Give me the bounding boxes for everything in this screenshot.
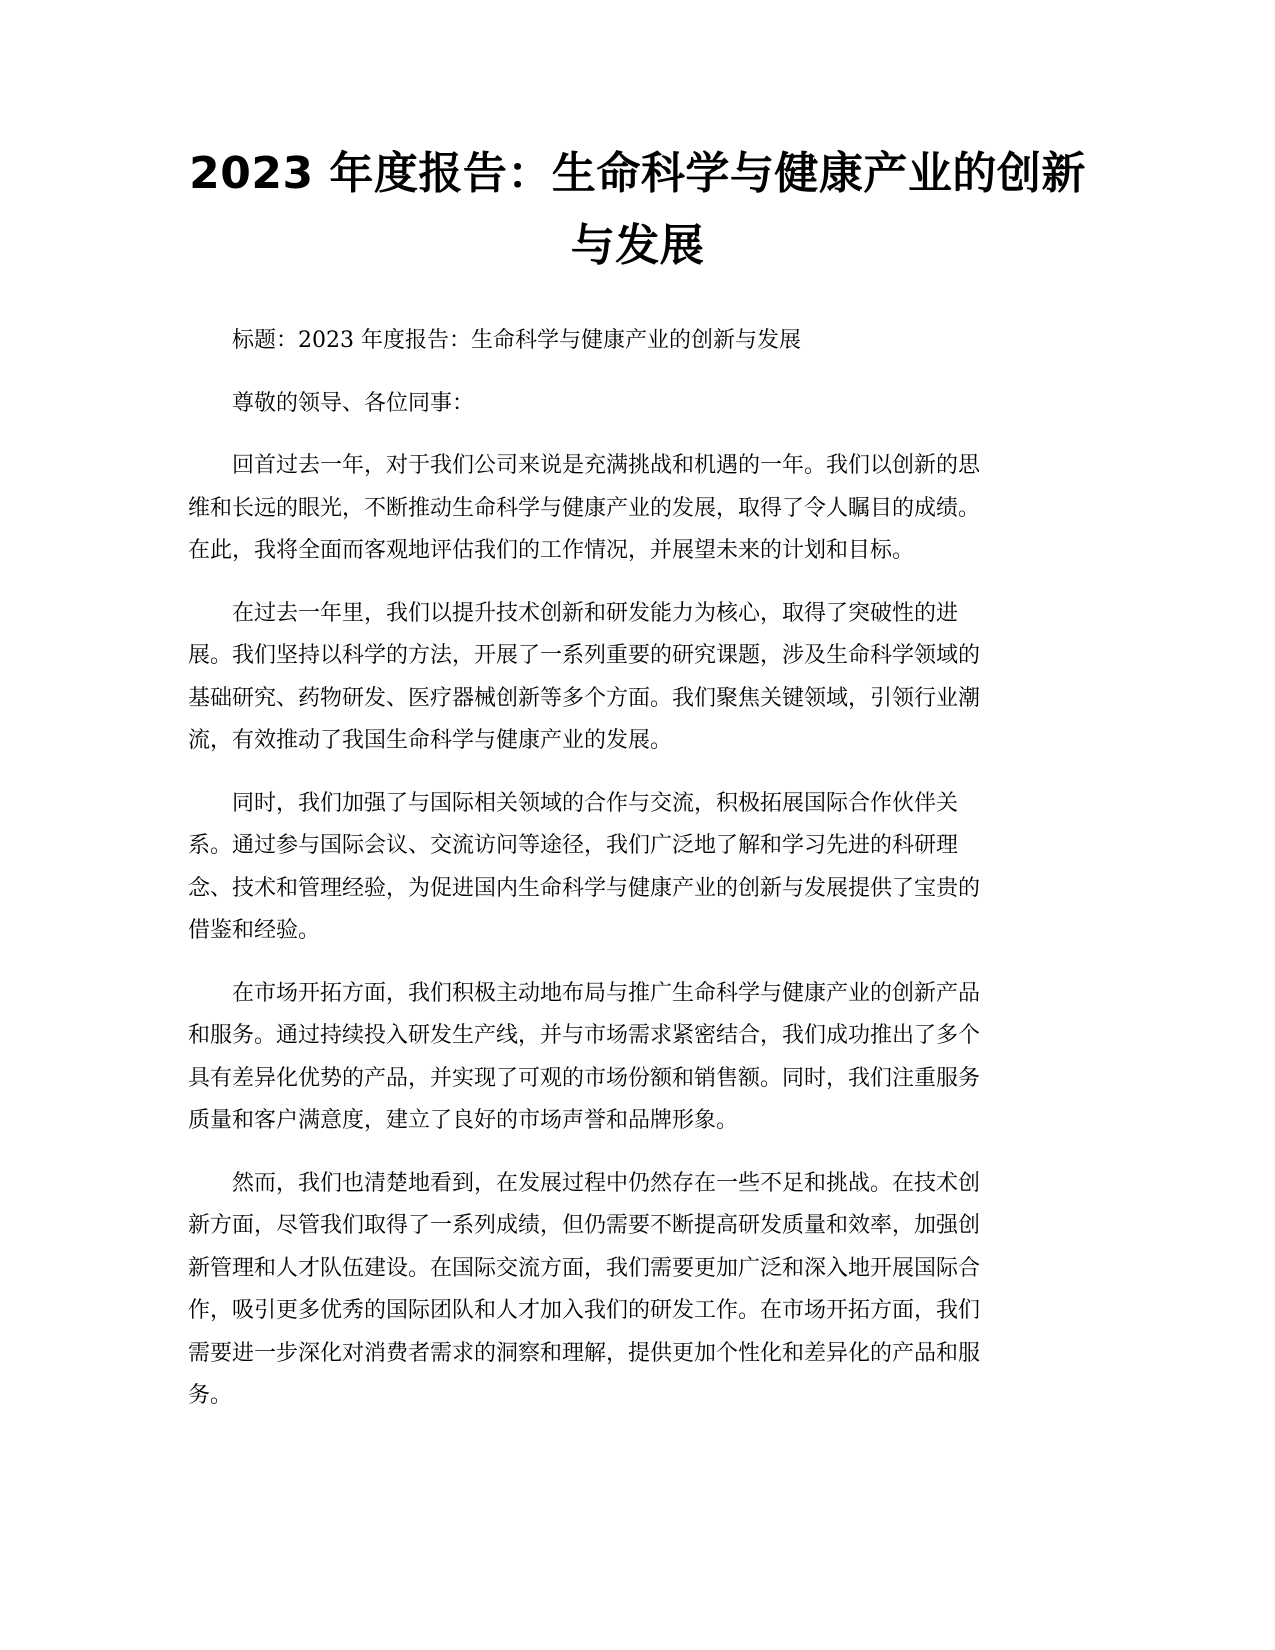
paragraph-line: 流，有效推动了我国生命科学与健康产业的发展。 [188, 728, 673, 753]
document-body [188, 320, 1088, 1438]
paragraph-salutation [188, 383, 1088, 426]
paragraph-review [188, 445, 1088, 573]
document-title [180, 138, 1095, 282]
title-line: 与发展 [570, 220, 705, 271]
paragraph-line: 然而，我们也清楚地看到，在发展过程中仍然存在一些不足和挑战。在技术创 [232, 1170, 981, 1196]
paragraph-line: 作，吸引更多优秀的国际团队和人才加入我们的研发工作。在市场开拓方面，我们 [188, 1298, 981, 1323]
paragraph-line: 在市场开拓方面，我们积极主动地布局与推广生命科学与健康产业的创新产品 [232, 980, 981, 1006]
paragraph-line: 同时，我们加强了与国际相关领域的合作与交流，积极拓展国际合作伙伴关 [232, 790, 959, 816]
paragraph-line: 新管理和人才队伍建设。在国际交流方面，我们需要更加广泛和深入地开展国际合 [188, 1255, 981, 1281]
paragraph-line: 回首过去一年，对于我们公司来说是充满挑战和机遇的一年。我们以创新的思 [232, 453, 981, 478]
paragraph-subject [188, 320, 1088, 363]
title-line: 2023 年度报告：生命科学与健康产业的创新 [189, 148, 1086, 199]
paragraph-innovation [188, 593, 1088, 763]
paragraph-line: 系。通过参与国际会议、交流访问等途径，我们广泛地了解和学习先进的科研理 [188, 833, 959, 858]
paragraph-line: 标题：2023 年度报告：生命科学与健康产业的创新与发展 [232, 328, 801, 353]
paragraph-line: 基础研究、药物研发、医疗器械创新等多个方面。我们聚焦关键领域，引领行业潮 [188, 685, 981, 711]
paragraph-challenges [188, 1163, 1088, 1418]
paragraph-line: 维和长远的眼光，不断推动生命科学与健康产业的发展，取得了令人瞩目的成绩。 [188, 495, 981, 521]
paragraph-line: 在过去一年里，我们以提升技术创新和研发能力为核心，取得了突破性的进 [232, 600, 959, 626]
paragraph-line: 务。 [188, 1383, 233, 1408]
paragraph-line: 需要进一步深化对消费者需求的洞察和理解，提供更加个性化和差异化的产品和服 [188, 1340, 981, 1366]
paragraph-line: 展。我们坚持以科学的方法，开展了一系列重要的研究课题，涉及生命科学领域的 [188, 643, 981, 668]
paragraph-line: 具有差异化优势的产品，并实现了可观的市场份额和销售额。同时，我们注重服务 [188, 1065, 981, 1091]
paragraph-line: 尊敬的领导、各位同事： [232, 390, 475, 416]
paragraph-line: 借鉴和经验。 [188, 918, 321, 943]
paragraph-line: 新方面，尽管我们取得了一系列成绩，但仍需要不断提高研发质量和效率，加强创 [188, 1213, 981, 1238]
paragraph-line: 念、技术和管理经验，为促进国内生命科学与健康产业的创新与发展提供了宝贵的 [188, 875, 981, 901]
paragraph-line: 质量和客户满意度，建立了良好的市场声誉和品牌形象。 [188, 1108, 739, 1133]
paragraph-international [188, 783, 1088, 953]
paragraph-line: 在此，我将全面而客观地评估我们的工作情况，并展望未来的计划和目标。 [188, 538, 915, 563]
paragraph-line: 和服务。通过持续投入研发生产线，并与市场需求紧密结合，我们成功推出了多个 [188, 1023, 981, 1048]
paragraph-market [188, 973, 1088, 1143]
